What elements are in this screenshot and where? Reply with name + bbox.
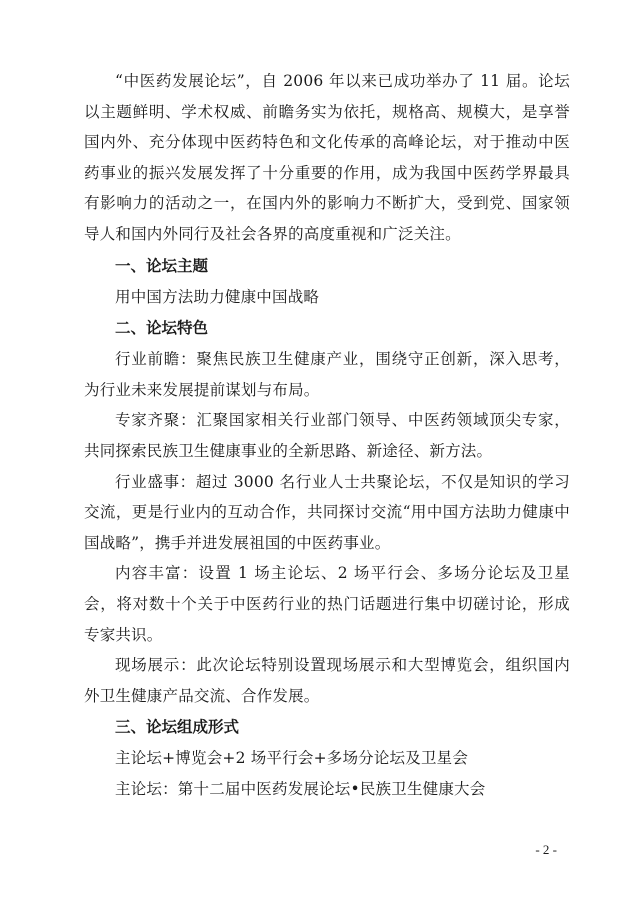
feature-paragraph-event: 行业盛事：超过 3000 名行业人士共聚论坛，不仅是知识的学习交流，更是行业内的互动合作，共同探讨交流“用中国方法助力健康中国战略”，携手并进发展祖国的中医药事业。: [84, 472, 570, 552]
section-heading-format: 三、论坛组成形式: [115, 718, 240, 737]
document-body: [84, 66, 570, 804]
section-heading-theme: 一、论坛主题: [115, 256, 209, 275]
theme-text: 用中国方法助力健康中国战略: [115, 287, 320, 306]
format-line-overview: 主论坛+博览会+2 场平行会+多场分论坛及卫星会: [115, 749, 469, 768]
feature-paragraph-exhibition: 现场展示：此次论坛特别设置现场展示和大型博览会，组织国内外卫生健康产品交流、合作发展。: [84, 656, 570, 705]
section-heading-features: 二、论坛特色: [115, 319, 209, 338]
format-line-main-forum: 主论坛：第十二届中医药发展论坛•民族卫生健康大会: [115, 779, 486, 798]
feature-paragraph-experts: 专家齐聚：汇聚国家相关行业部门领导、中医药领域顶尖专家，共同探索民族卫生健康事业的全新思路、新途径、新方法。: [84, 411, 570, 460]
feature-paragraph-foresight: 行业前瞻：聚焦民族卫生健康产业，围绕守正创新，深入思考，为行业未来发展提前谋划与布局。: [84, 350, 570, 399]
intro-paragraph: “中医药发展论坛”，自 2006 年以来已成功举办了 11 届。论坛以主题鲜明、学术权威、前瞻务实为依托，规格高、规模大，是享誉国内外、充分体现中医药特色和文化传承的高峰论坛，对于推动中医药事业的振兴发展发挥了十分重要的作用，成为我国中医药学界最具有影响力的活动之一，在国内外的影响力不断扩大，受到党、国家领导人和国内外同行及社会各界的高度重视和广泛关注。: [84, 72, 570, 243]
feature-paragraph-content: 内容丰富：设置 1 场主论坛、2 场平行会、多场分论坛及卫星会，将对数十个关于中医药行业的热门话题进行集中切磋讨论，形成专家共识。: [84, 564, 570, 644]
page-number: - 2 -: [535, 842, 557, 857]
